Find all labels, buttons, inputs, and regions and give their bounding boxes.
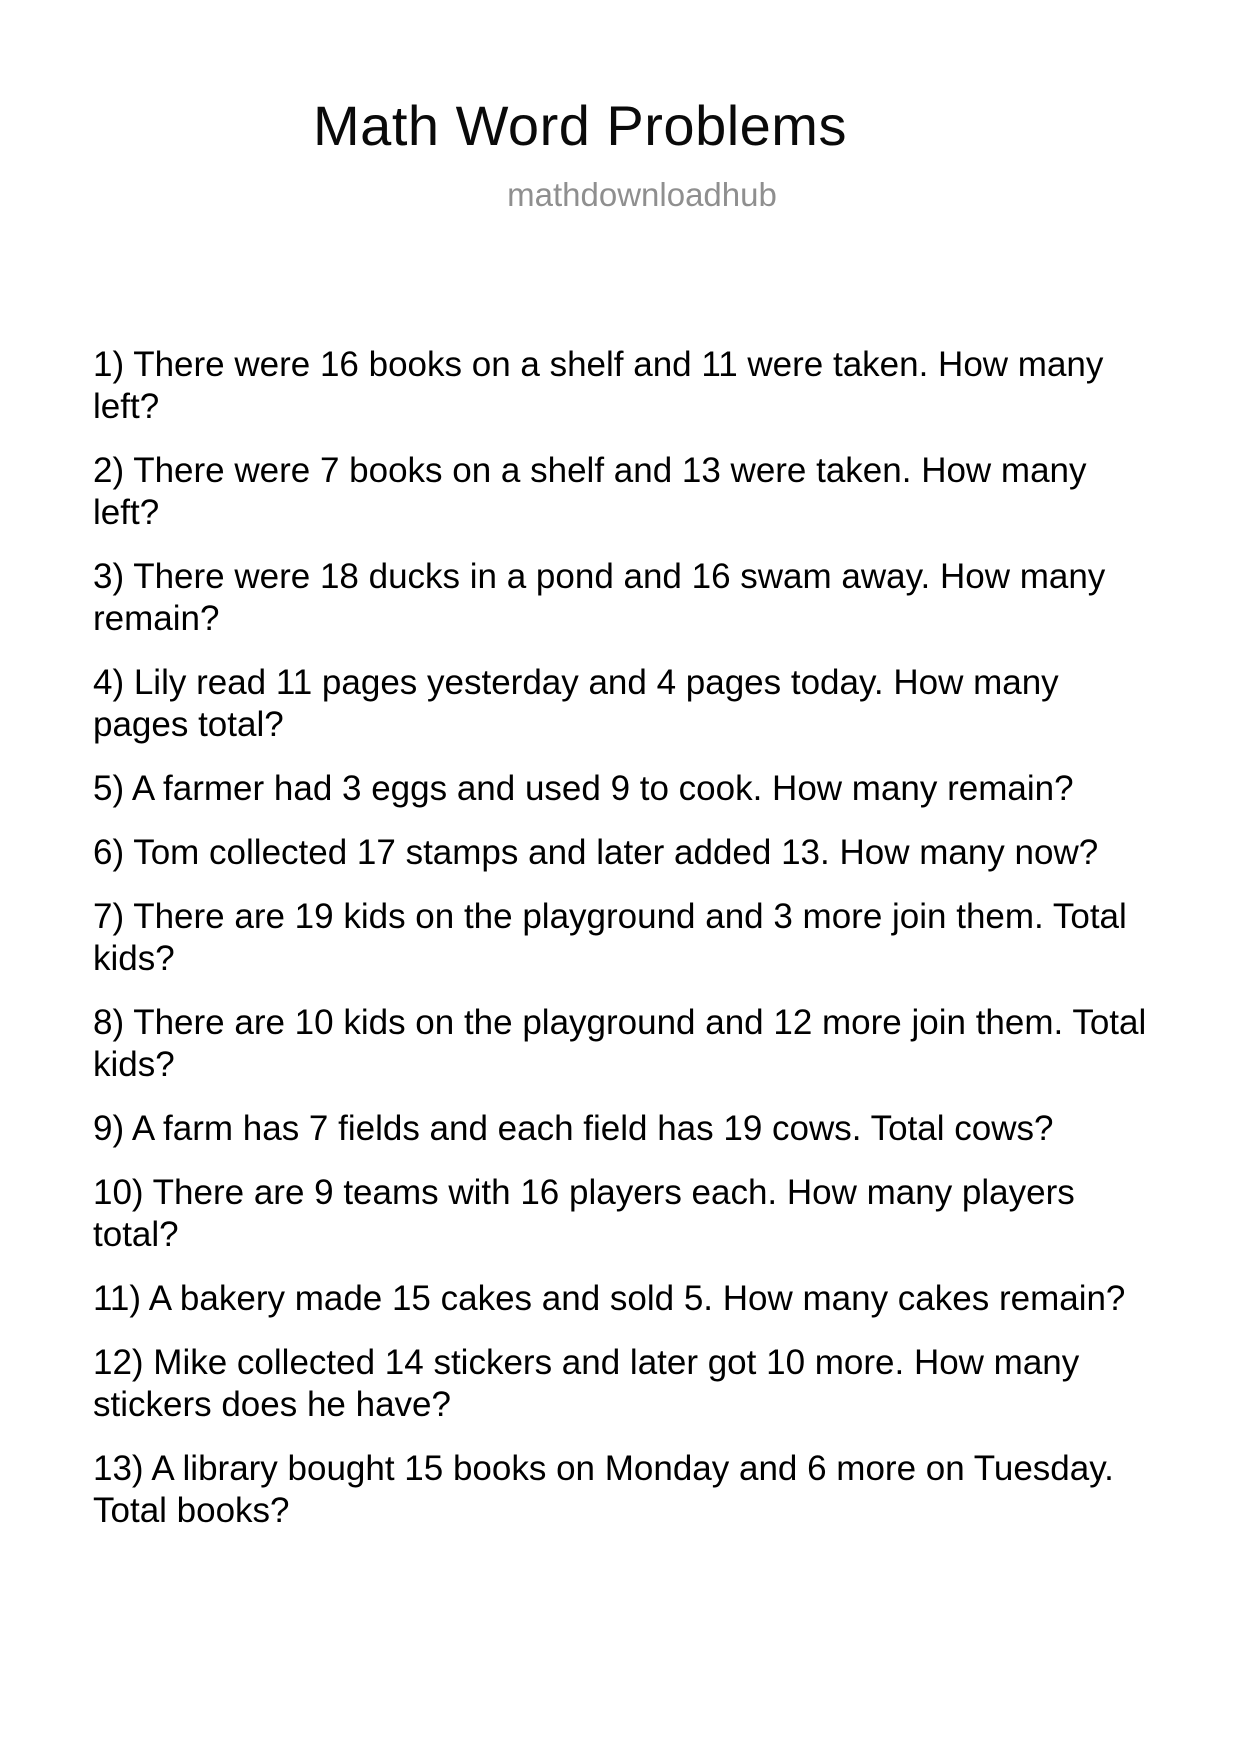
problem-item: 5) A farmer had 3 eggs and used 9 to cook. How many remain? [93, 769, 1074, 809]
problem-item: 13) A library bought 15 books on Monday and 6 more on Tuesday. Total books? [93, 1449, 1114, 1531]
problem-item: 7) There are 19 kids on the playground and 3 more join them. Total kids? [93, 897, 1127, 979]
problem-item: 10) There are 9 teams with 16 players each. How many players total? [93, 1173, 1075, 1255]
watermark-subtitle: mathdownloadhub [507, 175, 777, 213]
problem-item: 1) There were 16 books on a shelf and 11 were taken. How many left? [93, 345, 1104, 427]
title-block [0, 0, 1160, 157]
page-title: Math Word Problems [313, 94, 847, 157]
problem-item: 6) Tom collected 17 stamps and later added 13. How many now? [93, 833, 1099, 873]
problem-item: 9) A farm has 7 fields and each field has 19 cows. Total cows? [93, 1109, 1054, 1149]
problem-item: 2) There were 7 books on a shelf and 13 were taken. How many left? [93, 451, 1087, 533]
problem-item: 11) A bakery made 15 cakes and sold 5. How many cakes remain? [93, 1279, 1126, 1319]
problem-item: 4) Lily read 11 pages yesterday and 4 pages today. How many pages total? [93, 663, 1059, 745]
problem-item: 12) Mike collected 14 stickers and later got 10 more. How many stickers does he have? [93, 1343, 1080, 1425]
problem-item: 8) There are 10 kids on the playground and 12 more join them. Total kids? [93, 1003, 1147, 1085]
problem-item: 3) There were 18 ducks in a pond and 16 swam away. How many remain? [93, 557, 1106, 639]
problems-list [93, 344, 1148, 1532]
